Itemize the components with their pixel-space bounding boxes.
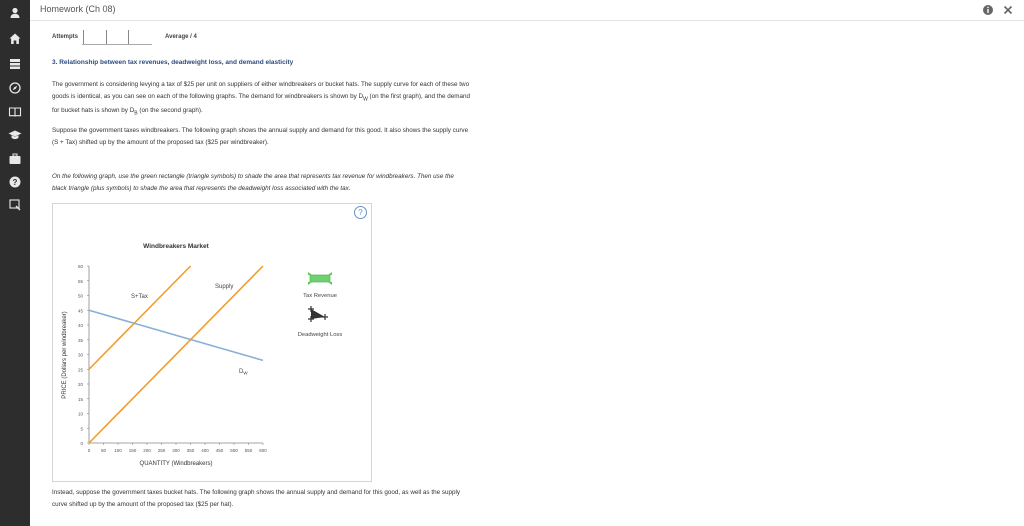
x-tick-label: 500 bbox=[230, 448, 238, 453]
y-tick-label: 50 bbox=[77, 293, 83, 299]
y-tick-label: 35 bbox=[77, 337, 83, 343]
s-tax-curve-label: S+Tax bbox=[131, 294, 148, 300]
close-icon[interactable] bbox=[1002, 4, 1014, 16]
instructions-line-1: On the following graph, use the green rectangle (triangle symbols) to shade the area that represents tax revenue for windbreakers. Then use the bbox=[52, 173, 454, 180]
deadweight-loss-legend-label: Deadweight Loss bbox=[297, 332, 343, 338]
attempts-label: Attempts bbox=[52, 34, 79, 40]
y-tick-label: 0 bbox=[80, 441, 83, 446]
y-tick-label: 55 bbox=[77, 278, 83, 284]
stack-icon[interactable] bbox=[7, 56, 23, 72]
info-icon[interactable] bbox=[982, 4, 994, 16]
chart-title: Windbreakers Market bbox=[143, 243, 209, 250]
supply-curve[interactable] bbox=[89, 266, 263, 443]
left-rail bbox=[0, 0, 30, 526]
help-circle-icon[interactable] bbox=[7, 174, 23, 190]
x-tick-label: 550 bbox=[244, 448, 253, 453]
attempt-marker-2 bbox=[106, 30, 107, 44]
y-tick-label: 60 bbox=[77, 264, 83, 269]
home-icon[interactable] bbox=[7, 31, 23, 47]
paragraph-1 bbox=[52, 79, 572, 120]
paragraph-2 bbox=[52, 125, 572, 149]
svg-text:?: ? bbox=[12, 177, 18, 187]
x-axis-label: QUANTITY (Windbreakers) bbox=[139, 461, 213, 467]
book-icon[interactable] bbox=[7, 104, 23, 120]
bottom-paragraph bbox=[52, 487, 572, 511]
page-title: Homework (Ch 08) bbox=[40, 4, 116, 14]
question-title: 3. Relationship between tax revenues, deadweight loss, and demand elasticity bbox=[52, 59, 294, 66]
x-tick-label: 100 bbox=[114, 448, 122, 453]
x-tick-label: 300 bbox=[172, 448, 180, 453]
x-tick-label: 0 bbox=[87, 448, 91, 453]
paragraph-1-line-2: goods is identical, as you can see on each of the following graphs. The demand for windbreakers is shown by $D_W$ (on the first graph), and the demand bbox=[52, 93, 471, 103]
compass-icon[interactable] bbox=[7, 80, 23, 96]
y-tick-label: 5 bbox=[80, 426, 83, 432]
attempt-marker-1 bbox=[83, 30, 84, 44]
x-tick-label: 400 bbox=[201, 448, 209, 453]
y-tick-label: 40 bbox=[77, 323, 83, 328]
x-tick-label: 600 bbox=[259, 448, 267, 453]
x-tick-label: 200 bbox=[143, 448, 151, 453]
graph-help-button[interactable]: ? bbox=[354, 206, 367, 219]
supply-curve-label: Supply bbox=[215, 284, 234, 290]
tax-revenue-tool[interactable] bbox=[308, 272, 332, 285]
feedback-icon[interactable] bbox=[7, 197, 23, 213]
windbreakers-chart[interactable] bbox=[52, 203, 372, 482]
series-lines bbox=[89, 266, 263, 443]
y-tick-label: 20 bbox=[77, 382, 83, 387]
average-label: Average / 4 bbox=[165, 34, 197, 40]
demand-curve-label: $D_W$ bbox=[239, 369, 248, 376]
y-axis-label: PRICE (Dollars per windbreaker) bbox=[62, 311, 68, 399]
y-tick-label: 30 bbox=[77, 352, 83, 358]
attempt-marker-3 bbox=[128, 30, 129, 44]
tax-revenue-legend-label: Tax Revenue bbox=[303, 293, 337, 299]
x-tick-label: 250 bbox=[157, 448, 166, 453]
deadweight-loss-tool[interactable] bbox=[308, 306, 328, 322]
instructions bbox=[52, 171, 572, 195]
s-tax-curve[interactable] bbox=[89, 266, 191, 369]
user-icon[interactable] bbox=[7, 5, 23, 21]
y-tick-label: 10 bbox=[77, 411, 83, 417]
x-tick-label: 50 bbox=[100, 448, 107, 453]
y-tick-label: 15 bbox=[77, 396, 83, 402]
demand-curve[interactable] bbox=[89, 310, 263, 360]
briefcase-icon[interactable] bbox=[7, 151, 23, 167]
y-tick-label: 25 bbox=[77, 367, 83, 373]
graduation-cap-icon[interactable] bbox=[7, 127, 23, 143]
paragraph-2-line-1: Suppose the government taxes windbreakers. The following graph shows the annual supply and demand for this good. It also shows the supply curve bbox=[52, 127, 469, 134]
instructions-line-2: black triangle (plus symbols) to shade the area that represents the deadweight loss associated with the tax. bbox=[52, 185, 351, 192]
bottom-line-2: curve shifted up by the amount of the proposed tax ($25 per hat). bbox=[52, 501, 234, 508]
x-tick-label: 150 bbox=[128, 448, 137, 453]
top-bar bbox=[30, 0, 1024, 21]
x-tick-label: 450 bbox=[215, 448, 224, 453]
paragraph-1-line-1: The government is considering levying a tax of $25 per unit on suppliers of either windbreakers or bucket hats. The supply curve for each of these two bbox=[52, 81, 470, 88]
paragraph-1-line-3: for bucket hats is shown by $D_B$ (on the second graph). bbox=[52, 107, 203, 117]
attempts-track bbox=[82, 44, 152, 45]
x-tick-label: 350 bbox=[186, 448, 195, 453]
bottom-line-1: Instead, suppose the government taxes bucket hats. The following graph shows the annual supply and demand for this good, as well as the supply bbox=[52, 489, 461, 496]
paragraph-2-line-2: (S + Tax) shifted up by the amount of the proposed tax ($25 per windbreaker). bbox=[52, 139, 269, 146]
y-tick-label: 45 bbox=[77, 308, 83, 314]
